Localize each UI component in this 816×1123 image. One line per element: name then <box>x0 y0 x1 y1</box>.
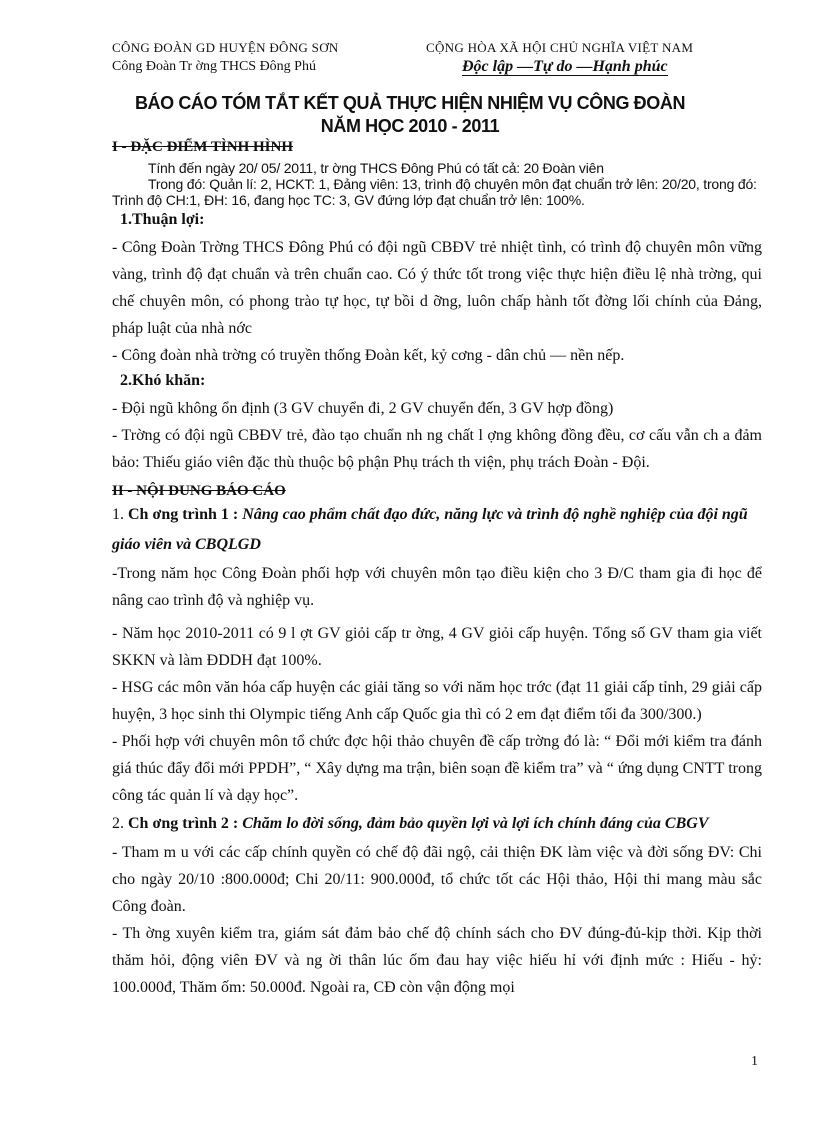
header-right <box>426 38 726 76</box>
title-line-1: BÁO CÁO TÓM TẮT KẾT QUẢ THỰC HIỆN NHIỆM VỤ CÔNG ĐOÀN <box>134 93 686 113</box>
advantages-heading: 1.Thuận lợi: <box>120 211 205 228</box>
page-number: 1 <box>751 1054 758 1069</box>
difficulties-heading: 2.Khó khăn: <box>120 372 206 389</box>
program-2-number: 2. <box>112 815 128 832</box>
document-body <box>112 138 762 1001</box>
program-1-number: 1. <box>112 506 128 523</box>
intro-line-1: Tính đến ngày 20/ 05/ 2011, tr ờng THCS Đông Phú có tất cả: 20 Đoàn viên <box>148 160 604 176</box>
advantage-paragraph-1: - Công Đoàn Trờng THCS Đông Phú có đội ngũ CBĐV trẻ nhiệt tình, có trình độ chuyên môn vững vàng, trình độ đạt chuẩn và trên chuẩn cao. Có ý thức tốt trong việc thực hiện điều lệ nhà trờng, qui chế chuyên môn, có phong trào tự học, tự bồi d ỡng, luôn chấp hành tốt đờng lối chính của Đảng, pháp luật của nhà nớc <box>112 239 762 337</box>
program-2-paragraph-1: - Tham m u với các cấp chính quyền có chế độ đãi ngộ, cải thiện ĐK làm việc và đời sống ĐV: Chi cho ngày 20/10 :800.000đ; Chi 20/11: 900.000đ, tổ chức tốt các Hội thảo, Hội thi mang màu sắc Công đoàn. <box>112 844 762 915</box>
section-1-heading: I - ĐẶC ĐIỂM TÌNH HÌNH <box>112 139 293 155</box>
national-motto <box>462 57 726 76</box>
program-1-paragraph-2: - Năm học 2010-2011 có 9 l ợt GV giỏi cấp tr ờng, 4 GV giỏi cấp huyện. Tổng số GV tham gia viết SKKN và làm ĐDDH đạt 100%. <box>112 625 762 669</box>
national-motto-text: Độc lập —Tự do —Hạnh phúc <box>462 58 668 75</box>
program-2-paragraph-2: - Th ờng xuyên kiểm tra, giám sát đảm bảo chế độ chính sách cho ĐV đúng-đủ-kịp thời. Kịp thời thăm hỏi, động viên ĐV và ng ời thân lúc ốm đau hay việc hiếu hỉ với định mức : Hiếu - hỷ: 100.000đ, Thăm ốm: 50.000đ. Ngoài ra, CĐ còn vận động mọi <box>112 925 762 996</box>
program-2-heading <box>112 809 762 839</box>
intro-line-2: Trong đó: Quản lí: 2, HCKT: 1, Đảng viên: 13, trình độ chuyên môn đạt chuẩn trở lên: 20/20, trong đó: Trình độ CH:1, ĐH: 16, đang học TC: 3, GV đứng lớp đạt chuẩn trở lên: 100%. <box>112 176 757 208</box>
title-line-2: NĂM HỌC 2010 - 2011 <box>320 116 500 136</box>
difficulty-paragraph-2: - Trờng có đội ngũ CBĐV trẻ, đào tạo chuẩn nh ng chất l ợng không đồng đều, cơ cấu vẫn ch a đảm bảo: Thiếu giáo viên đặc thù thuộc bộ phận Phụ trách th viện, phụ trách Đoàn - Đội. <box>112 427 762 471</box>
school-union-name: Công Đoàn Tr ờng THCS Đông Phú <box>112 59 316 74</box>
difficulty-paragraph-1: - Đội ngũ không ổn định (3 GV chuyển đi, 2 GV chuyển đến, 3 GV hợp đồng) <box>112 400 614 417</box>
advantage-paragraph-2: - Công đoàn nhà trờng có truyền thống Đoàn kết, kỷ cơng - dân chủ — nền nếp. <box>112 347 625 364</box>
program-1-label: Ch ơng trình 1 : <box>128 506 239 523</box>
program-2-label: Ch ơng trình 2 : <box>128 815 239 832</box>
document-title <box>100 92 720 138</box>
program-1-description: Nâng cao phẩm chất đạo đức, năng lực và trình độ nghề nghiệp của đội ngũ giáo viên và CBQLGD <box>112 506 748 553</box>
header-left <box>112 38 412 76</box>
program-1-paragraph-1: -Trong năm học Công Đoàn phối hợp với chuyên môn tạo điều kiện cho 3 Đ/C tham gia đi học để nâng cao trình độ và nghiệp vụ. <box>112 565 762 609</box>
program-1-heading <box>112 500 762 560</box>
national-title: CỘNG HÒA XÃ HỘI CHỦ NGHĨA VIỆT NAM <box>426 40 694 55</box>
program-1-paragraph-4: - Phối hợp với chuyên môn tổ chức đợc hội thảo chuyên đề cấp trờng đó là: “ Đổi mới kiểm tra đánh giá thúc đẩy đổi mới PPDH”, “ Xây dựng ma trận, biên soạn đề kiểm tra” và “ ứng dụng CNTT trong công tác quản lí và dạy học”. <box>112 733 762 804</box>
section-2-heading: II - NỘI DUNG BÁO CÁO <box>112 483 286 499</box>
program-1-paragraph-3: - HSG các môn văn hóa cấp huyện các giải tăng so với năm học trớc (đạt 11 giải cấp tỉnh, 29 giải cấp huyện, 3 học sinh thi Olympic tiếng Anh cấp Quốc gia thì có 2 em đạt điểm tối đa 300/300.) <box>112 679 762 723</box>
section-1-intro <box>112 160 762 208</box>
union-name: CÔNG ĐOÀN GD HUYỆN ĐÔNG SƠN <box>112 40 339 55</box>
program-2-description: Chăm lo đời sống, đảm bảo quyền lợi và lợi ích chính đáng của CBGV <box>238 815 709 832</box>
